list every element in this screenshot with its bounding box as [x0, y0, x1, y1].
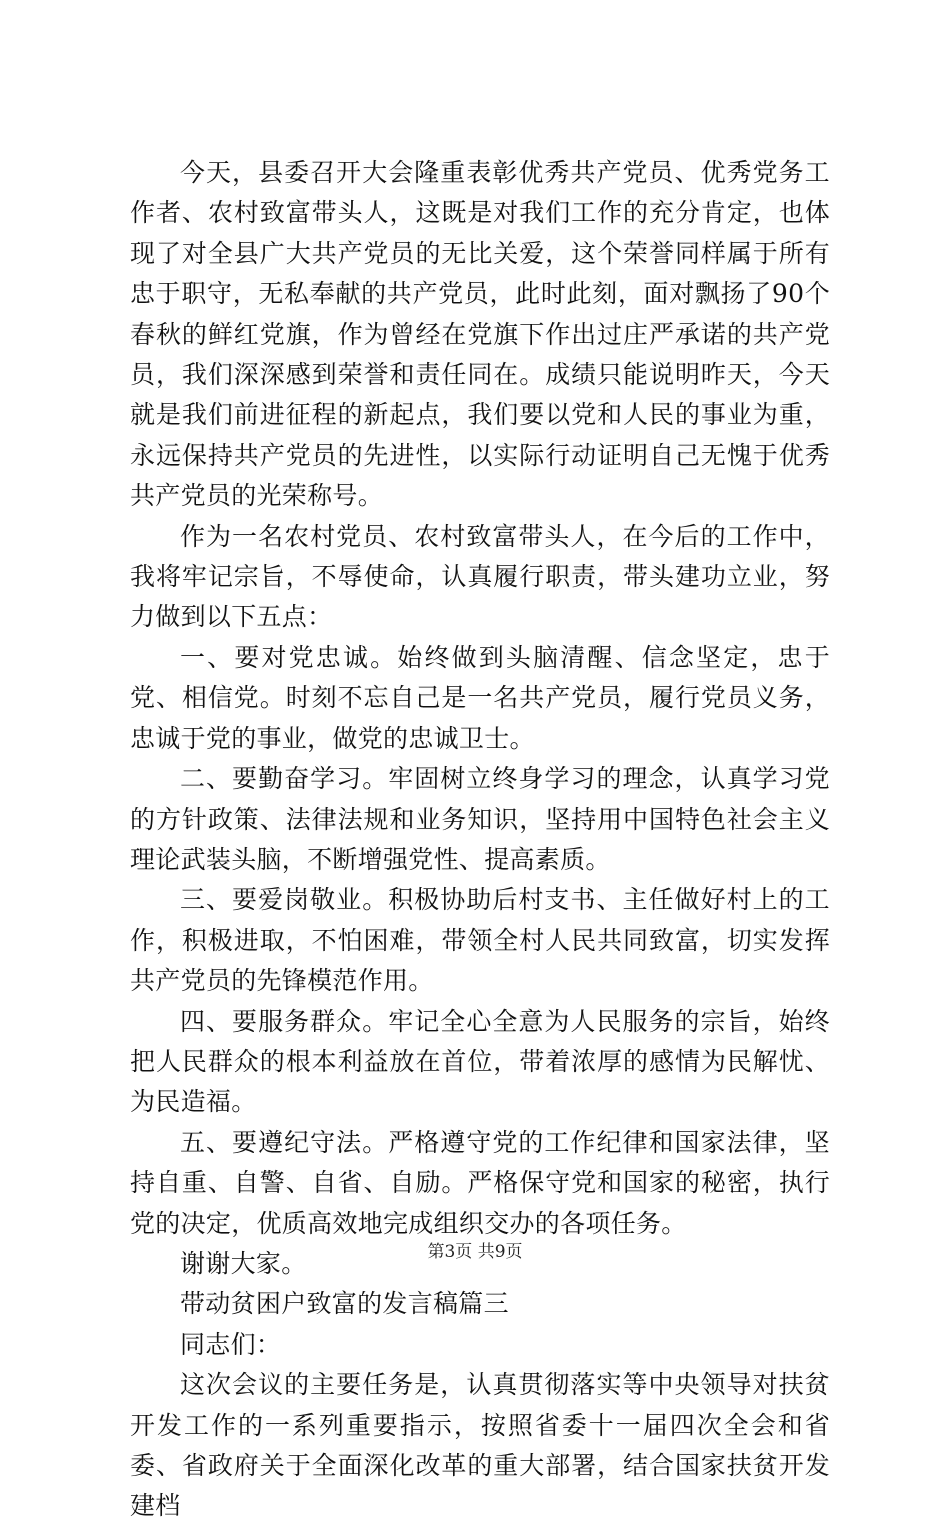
document-body: [130, 153, 830, 1527]
paragraph-commitment: 作为一名农村党员、农村致富带头人，在今后的工作中，我将牢记宗旨，不辱使命，认真履行职责，带头建功立业，努力做到以下五点：: [130, 521, 830, 632]
page-number-footer: 第3页 共9页: [427, 1242, 523, 1262]
paragraph-point-5: 五、要遵纪守法。严格遵守党的工作纪律和国家法律，坚持自重、自警、自省、自励。严格保守党和国家的秘密，执行党的决定，优质高效地完成组织交办的各项任务。: [130, 1127, 830, 1238]
paragraph-point-3: 三、要爱岗敬业。积极协助后村支书、主任做好村上的工作，积极进取，不怕困难，带领全村人民共同致富，切实发挥共产党员的先锋模范作用。: [130, 885, 830, 996]
paragraph-point-1: 一、要对党忠诚。始终做到头脑清醒、信念坚定，忠于党、相信党。时刻不忘自己是一名共产党员，履行党员义务，忠诚于党的事业，做党的忠诚卫士。: [130, 642, 830, 753]
paragraph-point-2: 二、要勤奋学习。牢固树立终身学习的理念，认真学习党的方针政策、法律法规和业务知识，坚持用中国特色社会主义理论武装头脑，不断增强党性、提高素质。: [130, 764, 830, 874]
paragraph-meeting-task: 这次会议的主要任务是，认真贯彻落实等中央领导对扶贫开发工作的一系列重要指示，按照省委十一届四次全会和省委、省政府关于全面深化改革的重大部署，结合国家扶贫开发建档: [130, 1370, 830, 1521]
salutation: 同志们：: [180, 1329, 282, 1359]
paragraph-thanks: 谢谢大家。: [180, 1248, 307, 1278]
paragraph-point-4: 四、要服务群众。牢记全心全意为人民服务的宗旨，始终把人民群众的根本利益放在首位，带着浓厚的感情为民解忧、为民造福。: [130, 1006, 830, 1117]
paragraph-commendation: 今天，县委召开大会隆重表彰优秀共产党员、优秀党务工作者、农村致富带头人，这既是对我们工作的充分肯定，也体现了对全县广大共产党员的无比关爱，这个荣誉同样属于所有忠于职守，无私奉献的共产党员，此时此刻，面对飘扬了90个春秋的鲜红党旗，作为曾经在党旗下作出过庄严承诺的共产党员，我们深深感到荣誉和责任同在。成绩只能说明昨天，今天就是我们前进征程的新起点，我们要以党和人民的事业为重，永远保持共产党员的先进性，以实际行动证明自己无愧于优秀共产党员的光荣称号。: [130, 158, 830, 511]
section-heading: 带动贫困户致富的发言稿篇三: [180, 1289, 509, 1319]
